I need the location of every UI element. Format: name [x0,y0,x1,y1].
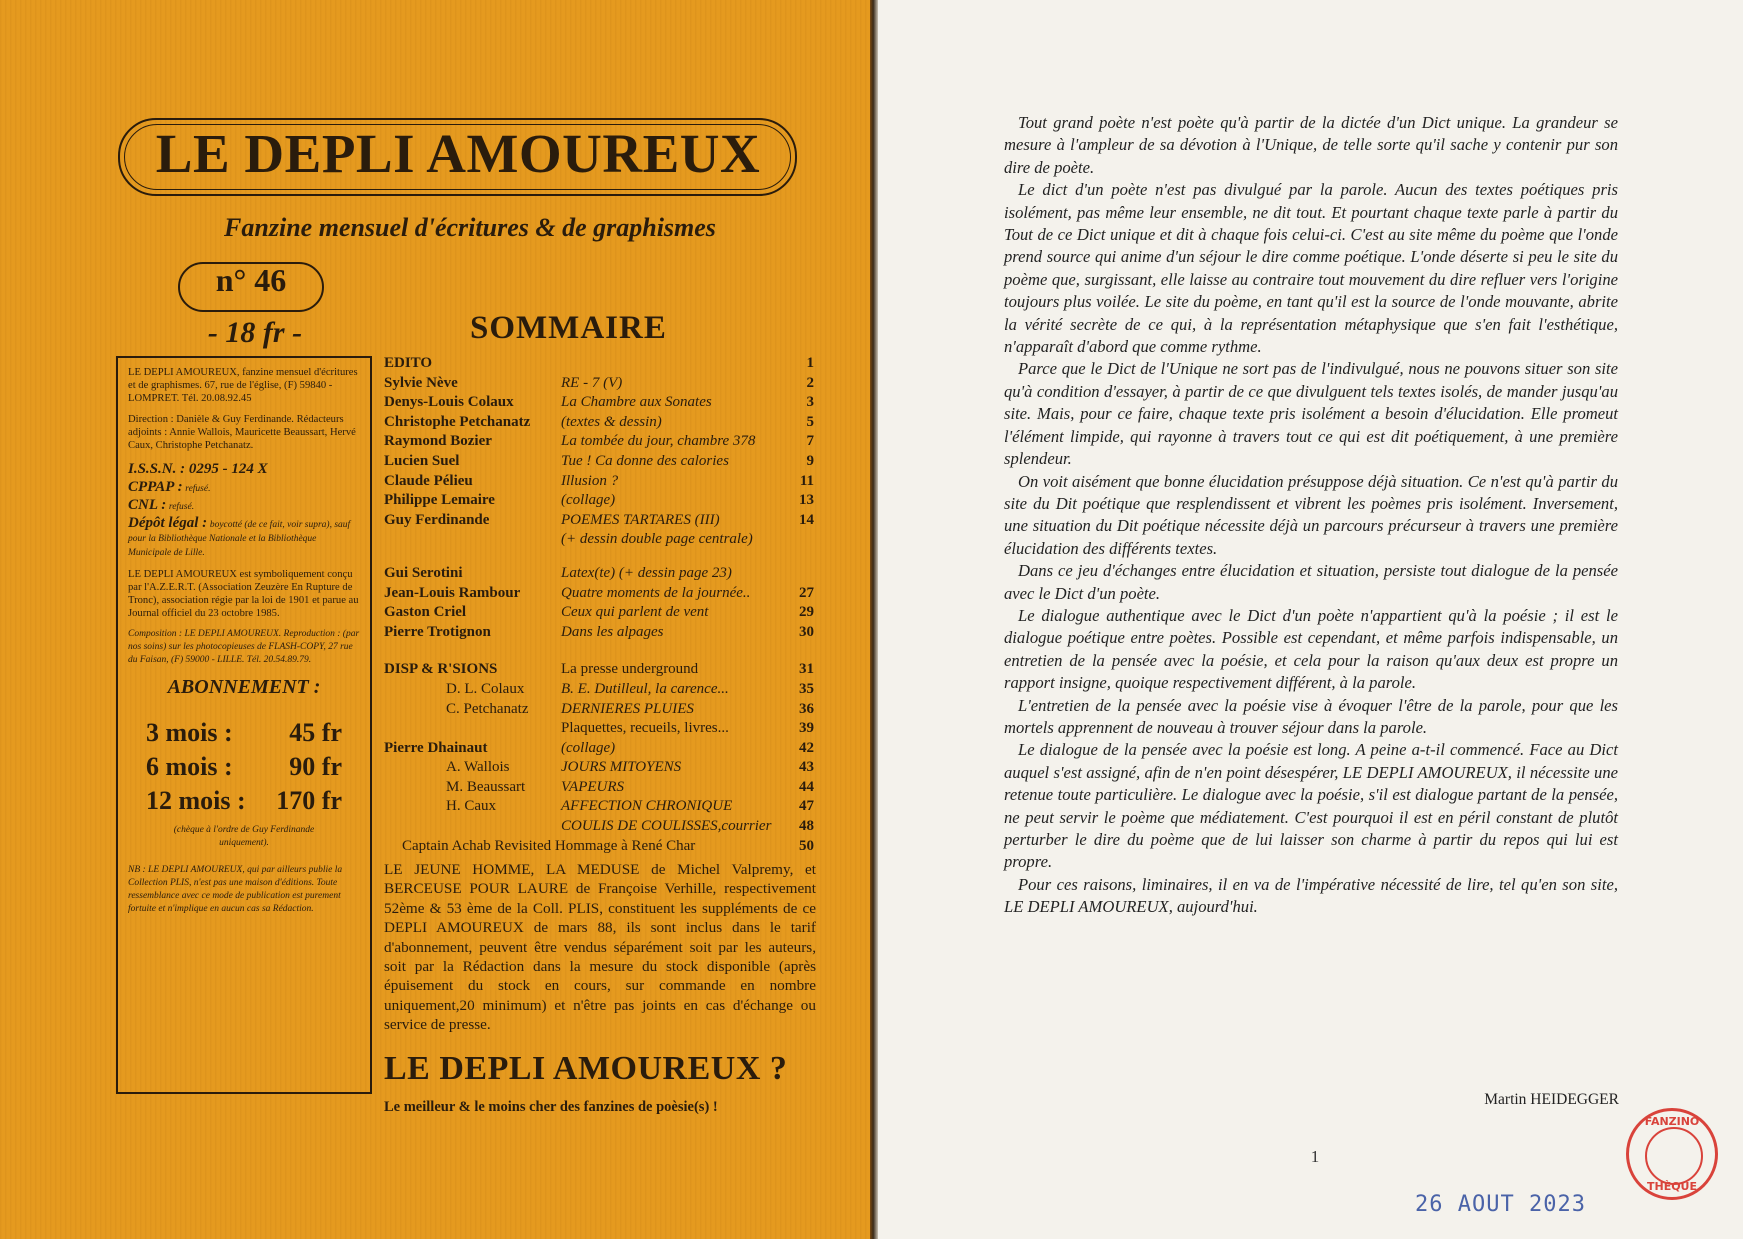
toc-page: 13 [799,492,814,509]
toc-author: Gaston Criel [384,604,467,621]
depot-legal: Dépôt légal : boycotté (de ce fait, voir supra), sauf pour la Bibliothèque Nationale et la Bibliothèque Municipale de Lille. [128,515,351,558]
essay-paragraph: L'entretien de la pensée avec la poésie vise à évoquer l'être de la parole, pour que les mortels apprennent de nouveau à trouver séjour dans la parole. [1004,695,1618,737]
toc-row [384,452,814,472]
toc-page: 42 [799,739,814,756]
essay-paragraph: On voit aisément que bonne élucidation présuppose déjà situation. Ce n'est qu'à partir du site du Dit poétique que resplendissent et vibrent les poèmes pris isolément. Inversement, une situation du Dit poétique nécessite déjà un parcours précurseur à travers une première élucidation des différents textes. [1004,471,1618,558]
toc-row [384,511,814,531]
toc-page: 11 [799,472,814,489]
toc-page: 1 [806,355,814,371]
toc-page: 3 [806,394,814,411]
toc-page: 48 [799,818,814,835]
sommaire-heading: SOMMAIRE [470,310,667,346]
essay-paragraph: Parce que le Dict de l'Unique ne sort pas de l'indivulgué, nous ne pouvons situer son site qu'à condition d'essayer, à partir de ce que divulguent tels textes isolés, de mander jusqu'au site. Mais, pour ce faire, chaque texte pris isolément a besoin d'élucidation. Elle promeut l'élément limpide, qui rayonne à travers tout ce qui est dit poétiquement, à une première splendeur. [1004,359,1618,469]
masthead-address: LE DEPLI AMOUREUX, fanzine mensuel d'écritures et de graphismes. 67, rue de l'église, (F) 59840 - LOMPRET. Tél. 20.08.92.45 [128,367,358,404]
toc-page: 44 [799,778,814,795]
toc-author: Gui Serotini [384,564,463,581]
toc-last-entry: Captain Achab Revisited Hommage à René Char [402,837,696,854]
stamp-top-text: FANZINO [1644,1115,1700,1128]
azert-notice: LE DEPLI AMOUREUX est symboliquement conçu par l'A.Z.E.R.T. (Association Zeuzère En Rupture de Tronc), association régie par la loi de 1901 et parue au Journal officiel du 23 octobre 1985. [128,569,359,619]
toc-author: D. L. Colaux [446,680,525,697]
masthead-staff: Direction : Danièle & Guy Ferdinande. Rédacteurs adjoints : Annie Wallois, Mauricette Beaussart, Hervé Caux, Christophe Petchanatz. [128,414,356,451]
toc-page: 9 [806,452,814,469]
toc-author: Lucien Suel [384,452,460,469]
cnl-line: CNL : refusé. [128,497,195,513]
toc-row [384,700,814,720]
toc-title: Illusion ? [561,472,619,489]
toc-row [384,623,814,643]
toc-author: Pierre Dhainaut [384,739,488,756]
table-of-contents [384,354,814,856]
toc-row [384,564,814,584]
toc-row [384,758,814,778]
abonnement-heading: ABONNEMENT : [167,676,321,698]
toc-title: JOURS MITOYENS [561,759,682,776]
toc-title: RE - 7 (V) [561,374,623,391]
toc-author: DISP & R'SIONS [384,661,498,678]
cover-page [0,0,870,1239]
toc-row [384,472,814,492]
date-stamp: 26 AOUT 2023 [1415,1192,1586,1217]
toc-author: EDITO [384,355,433,371]
toc-page: 14 [799,511,814,528]
toc-title: Plaquettes, recueils, livres... [561,720,729,737]
toc-page: 43 [799,759,814,776]
toc-row [384,837,814,857]
essay-paragraph: Tout grand poète n'est poète qu'à partir de la dictée d'un Dict unique. La grandeur se mesure à l'ampleur de sa dévotion à l'Unique, de telle sorte qu'il sache y contenir pur son dire de poète. [1004,113,1618,177]
magazine-subtitle: Fanzine mensuel d'écritures & de graphismes [224,213,716,242]
toc-page: 36 [799,700,814,717]
toc-author: Guy Ferdinande [384,511,490,528]
toc-title: Dans les alpages [561,623,664,640]
book-gutter [870,0,878,1239]
toc-author: Pierre Trotignon [384,623,491,640]
toc-row [384,778,814,798]
stamp-bottom-text: THÈQUE [1646,1180,1698,1193]
supplements-note: LE JEUNE HOMME, LA MEDUSE de Michel Valpremy, et BERCEUSE POUR LAURE de Françoise Verhille, respectivement 52ème & 53 ème de la Coll. PLIS, constituent les suppléments de ce DEPLI AMOUREUX de mars 88, ils sont inclus dans le tarif d'abonnement, peuvent être vendus séparément soit par les auteurs, soit par la Rédaction dans la mesure du stock disponible (après épuisement du stock en cours, sur commande en nombre uniquement,20 minimum) et n'être pas joints en cas d'échange ou service de presse. [384,861,816,1034]
toc-row [384,739,814,759]
abonnement-row: 12 mois : 170 fr [146,786,342,815]
toc-title: (+ dessin double page centrale) [561,531,753,548]
abonnement-row: 3 mois : 45 fr [146,718,342,747]
toc-page: 2 [806,374,814,391]
cppap-line: CPPAP : refusé. [128,479,211,495]
toc-title: (textes & dessin) [561,413,662,430]
essay-paragraph: Pour ces raisons, liminaires, il en va de l'impérative nécessité de lire, tel qu'en son site, LE DEPLI AMOUREUX, aujourd'hui. [1004,874,1618,917]
toc-page: 35 [799,680,814,697]
toc-page: 7 [806,433,814,450]
toc-title: La tombée du jour, chambre 378 [561,433,756,450]
essay-body [1004,112,1618,919]
toc-row [384,719,814,739]
toc-title: POEMES TARTARES (III) [561,511,720,528]
issue-number: n° 46 [215,262,287,298]
abonnement-row: 6 mois : 90 fr [146,752,342,781]
essay-paragraph: Dans ce jeu d'échanges entre élucidation et situation, persiste tout dialogue de la pensée avec le Dict d'un poète. [1004,561,1618,603]
toc-page: 5 [806,413,814,430]
essay-paragraph: Le dict d'un poète n'est pas divulgué par la parole. Aucun des textes poétiques pris isolément, pas même leur ensemble, ne dit tout. Et pourtant chaque texte parle à partir du Tout de ce Dict unique et dit à chaque fois celui-ci. C'est au site même du poème que l'onde prend source qui anime d'un séjour le dire comme poétique. L'onde déserte si peu le site du poème que, surgissant, elle laisse au contraire tout mouvement du dire refluer vers l'origine toujours plus voilée. Le site du poème, en tant qu'il est la source de l'onde mouvante, abrite la vérité secrète de ce qui, à la représentation métaphysique que s'en fait l'esthétique, n'apparaît d'abord que comme rythme. [1004,180,1618,357]
toc-title: (collage) [561,739,616,756]
footer-title: LE DEPLI AMOUREUX ? [384,1050,788,1087]
issue-price: - 18 fr - [207,316,303,349]
toc-author: Raymond Bozier [384,433,492,450]
toc-page: 27 [799,584,814,601]
toc-author: Philippe Lemaire [384,492,495,509]
essay-author: Martin HEIDEGGER [1484,1091,1619,1108]
toc-page: 50 [799,837,814,854]
toc-page: 47 [799,798,814,815]
toc-title: VAPEURS [561,778,625,795]
footer-tagline: Le meilleur & le moins cher des fanzines de poèsie(s) ! [384,1099,718,1115]
toc-row [384,393,814,413]
toc-row [384,603,814,623]
toc-author: Christophe Petchanatz [384,413,531,430]
toc-title: La Chambre aux Sonates [561,394,712,411]
toc-author: M. Beaussart [446,778,526,795]
toc-row [384,584,814,604]
toc-author: Claude Pélieu [384,472,473,489]
toc-row [384,413,814,433]
nb-note: NB : LE DEPLI AMOUREUX, qui par ailleurs publie la Collection PLIS, n'est pas une maison d'éditions. Toute ressemblance avec ce mode de publication est purement fortuite et n'implique en aucun cas sa Rédaction. [128,865,343,914]
magazine-title: LE DEPLI AMOUREUX [155,123,761,184]
toc-author: Sylvie Nève [384,374,458,391]
toc-title: Latex(te) (+ dessin page 23) [561,564,732,581]
toc-row [384,491,814,511]
toc-title: AFFECTION CHRONIQUE [561,798,733,815]
fanzinotheque-stamp [1626,1108,1718,1200]
toc-row [384,530,814,550]
toc-author: H. Caux [446,798,496,815]
toc-title: Tue ! Ca donne des calories [561,452,729,469]
toc-page: 30 [799,623,814,640]
toc-title: B. E. Dutilleul, la carence... [561,680,729,697]
composition-notice: Composition : LE DEPLI AMOUREUX. Reproduction : (par nos soins) sur les photocopieuses de FLASH-COPY, 27 rue du Faisan, (F) 59000 - LILLE. Tél. 20.54.89.79. [128,629,360,665]
toc-title: DERNIERES PLUIES [561,700,694,717]
toc-author: Denys-Louis Colaux [384,394,514,411]
essay-paragraph: Le dialogue authentique avec le Dict d'un poète n'appartient qu'à la poésie ; il est le dialogue poétique entre poètes. Possible est cependant, et même parfois indispensable, un entretien de la pensée avec la poésie, et cela pour la raison qu'aux deux est propre un rapport insigne, quoique respectivement différent, à la parole. [1004,605,1618,693]
toc-row [384,680,814,700]
toc-author: A. Wallois [446,759,510,776]
toc-row [384,817,814,837]
toc-row [384,374,814,394]
toc-row [384,354,814,374]
toc-author: Jean-Louis Rambour [384,584,521,601]
cheque-note: (chèque à l'ordre de Guy Ferdinande uniquement). [173,825,315,848]
toc-author: C. Petchanatz [446,700,529,717]
toc-row [384,660,814,680]
toc-title: COULIS DE COULISSES,courrier [561,818,772,835]
toc-title: (collage) [561,492,616,509]
toc-page: 31 [799,661,814,678]
page-number: 1 [1310,1147,1320,1166]
masthead-box [116,356,372,1094]
toc-title: La presse underground [561,661,699,678]
toc-title: Ceux qui parlent de vent [561,604,709,621]
toc-row [384,432,814,452]
toc-row [384,797,814,817]
toc-title: Quatre moments de la journée.. [561,584,751,601]
toc-page: 39 [799,720,814,737]
essay-paragraph: Le dialogue de la pensée avec la poésie est long. A peine a-t-il commencé. Face au Dict auquel s'est assigné, afin de n'en point désespérer, LE DEPLI AMOUREUX, il nécessite une retenue toute particulière. Le dialogue avec la poésie, s'il est dialogue partant de la pensée, ne peut servir le poème que médiatement. C'est pourquoi il est en péril constant de plutôt perturber le dire du poème que de lui laisser son charme à partir du repos qui lui est propre. [1004,740,1618,872]
issn: I.S.S.N. : 0295 - 124 X [128,461,268,477]
toc-page: 29 [799,604,814,621]
